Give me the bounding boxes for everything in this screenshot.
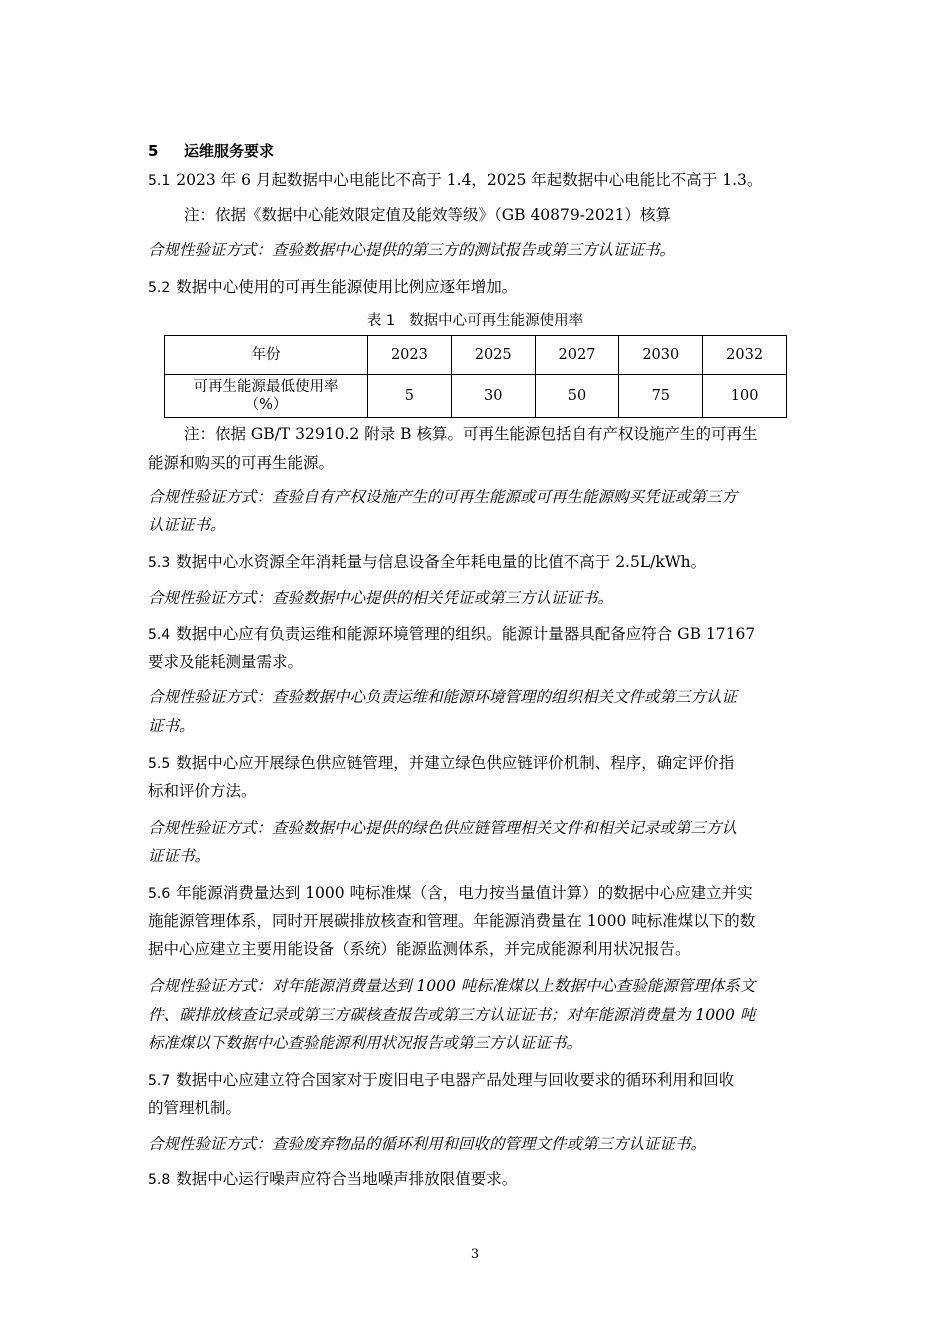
- clause-5-7: [148, 1070, 803, 1091]
- table-row-label-line: （%）: [244, 397, 288, 413]
- page-number: 3: [470, 1247, 480, 1262]
- clause-5-6-verification-line: 件、碳排放核查记录或第三方碳核查报告或第三方认证证书；对年能源消费量为 1000 吨: [148, 1006, 756, 1024]
- clause-text-line: 数据中心应有负责运维和能源环境管理的组织。能源计量器具配备应符合 GB 17167: [176, 625, 756, 643]
- table-caption-number: 表 1: [366, 313, 396, 329]
- clause-number: 5.3: [148, 555, 171, 571]
- clause-text: 数据中心运行噪声应符合当地噪声排放限值要求。: [176, 1170, 518, 1188]
- table-year-cell: 2027: [535, 336, 619, 375]
- clause-number: 5.5: [148, 756, 171, 772]
- clause-5-5: [148, 753, 803, 774]
- table-header-label: 年份: [165, 336, 368, 375]
- table-value-cell: 5: [368, 375, 452, 418]
- clause-5-1-note: 注：依据《数据中心能效限定值及能效等级》（GB 40879-2021）核算: [184, 206, 671, 224]
- clause-5-4-text-line: 要求及能耗测量需求。: [148, 653, 304, 671]
- clause-number: 5.1: [148, 173, 171, 189]
- clause-5-2-verification-line: 合规性验证方式：查验自有产权设施产生的可再生能源或可再生能源购买凭证或第三方: [148, 488, 738, 506]
- clause-5-5-verification-line: 合规性验证方式：查验数据中心提供的绿色供应链管理相关文件和相关记录或第三方认: [148, 819, 738, 837]
- clause-number: 5.2: [148, 280, 171, 296]
- clause-5-1: [148, 170, 803, 191]
- clause-5-3: [148, 552, 803, 573]
- clause-5-6: [148, 883, 803, 904]
- clause-5-6-text-line: 据中心应建立主要用能设备（系统）能源监测体系，并完成能源利用状况报告。: [148, 940, 691, 958]
- table-value-cell: 100: [703, 375, 787, 418]
- clause-5-2-note-line: 能源和购买的可再生能源。: [148, 454, 335, 472]
- clause-5-6-text-line: 施能源管理体系，同时开展碳排放核查和管理。年能源消费量在 1000 吨标准煤以下的数: [148, 912, 756, 930]
- table-row-label-line: 可再生能源最低使用率: [193, 379, 339, 395]
- table-caption-title: 数据中心可再生能源使用率: [409, 313, 584, 329]
- table-row-label: [165, 375, 368, 418]
- table-year-cell: 2032: [703, 336, 787, 375]
- clause-5-4-verification-line: 合规性验证方式：查验数据中心负责运维和能源环境管理的组织相关文件或第三方认证: [148, 688, 738, 706]
- clause-text: 2023 年 6 月起数据中心电能比不高于 1.4，2025 年起数据中心电能比不高于 1.3。: [176, 171, 763, 189]
- clause-number: 5.6: [148, 886, 171, 902]
- clause-number: 5.8: [148, 1172, 171, 1188]
- table-value-row: [165, 375, 787, 418]
- clause-text: 数据中心使用的可再生能源使用比例应逐年增加。: [176, 278, 518, 296]
- clause-5-6-verification-line: 标准煤以下数据中心查验能源利用状况报告或第三方认证证书。: [148, 1034, 583, 1052]
- table-header-row: [165, 336, 787, 375]
- clause-5-4: [148, 624, 803, 645]
- clause-number: 5.4: [148, 627, 171, 643]
- clause-5-7-text-line: 的管理机制。: [148, 1099, 242, 1117]
- clause-text: 数据中心水资源全年消耗量与信息设备全年耗电量的比值不高于 2.5L/kWh。: [176, 553, 707, 571]
- clause-5-6-verification-line: 合规性验证方式：对年能源消费量达到 1000 吨标准煤以上数据中心查验能源管理体系文: [148, 977, 756, 995]
- clause-5-5-verification-line: 证证书。: [148, 847, 211, 865]
- table-year-cell: 2030: [619, 336, 703, 375]
- clause-5-8: [148, 1169, 803, 1190]
- clause-text-line: 数据中心应建立符合国家对于废旧电子电器产品处理与回收要求的循环利用和回收: [176, 1071, 735, 1089]
- renewable-energy-table: [164, 335, 787, 418]
- table-year-cell: 2025: [451, 336, 535, 375]
- section-number: 5: [148, 142, 159, 160]
- table-caption: [0, 311, 950, 331]
- table-year-cell: 2023: [368, 336, 452, 375]
- table-value-cell: 50: [535, 375, 619, 418]
- clause-text-line: 数据中心应开展绿色供应链管理，并建立绿色供应链评价机制、程序，确定评价指: [176, 754, 735, 772]
- clause-5-4-verification-line: 证书。: [148, 717, 195, 735]
- section-heading: [148, 141, 803, 161]
- clause-5-2: [148, 277, 803, 298]
- clause-text-line: 年能源消费量达到 1000 吨标准煤（含，电力按当量值计算）的数据中心应建立并实: [176, 884, 753, 902]
- clause-5-2-verification-line: 认证证书。: [148, 516, 226, 534]
- section-title: 运维服务要求: [184, 142, 275, 160]
- clause-5-1-verification: 合规性验证方式：查验数据中心提供的第三方的测试报告或第三方认证证书。: [148, 241, 676, 259]
- table-value-cell: 30: [451, 375, 535, 418]
- clause-5-7-verification: 合规性验证方式：查验废弃物品的循环利用和回收的管理文件或第三方认证证书。: [148, 1135, 707, 1153]
- table-value-cell: 75: [619, 375, 703, 418]
- clause-5-3-verification: 合规性验证方式：查验数据中心提供的相关凭证或第三方认证证书。: [148, 589, 614, 607]
- clause-number: 5.7: [148, 1073, 171, 1089]
- clause-5-5-text-line: 标和评价方法。: [148, 782, 257, 800]
- clause-5-2-note-line: 注：依据 GB/T 32910.2 附录 B 核算。可再生能源包括自有产权设施产生的可再生: [184, 425, 758, 443]
